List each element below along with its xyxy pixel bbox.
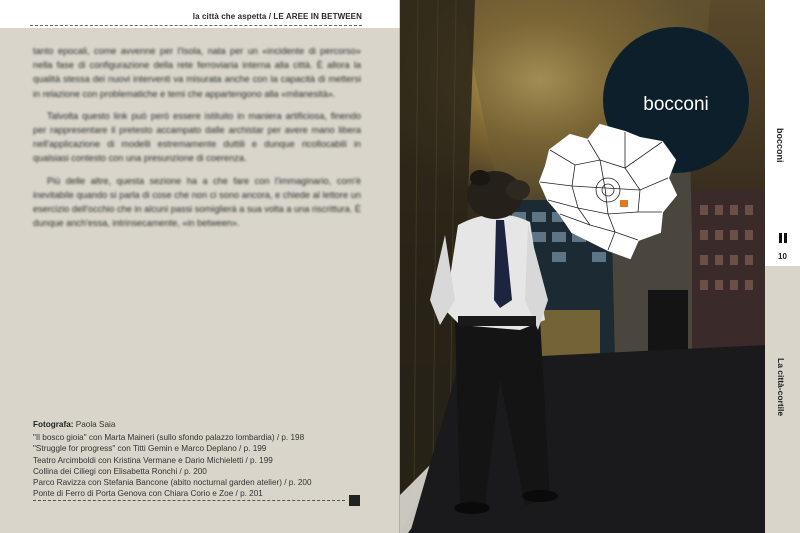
section-title: La città-cortile	[776, 358, 786, 417]
running-head-chapter: LE AREE IN BETWEEN	[273, 12, 362, 21]
body-paragraph: Talvolta questo link può però essere istituito in maniera artificiosa, finendo per rappresentare il pretesto accampato dalle archistar per avere mano libera nell'applicazione di modelli estremamente duttili e dunque ricollocabili in qualsiasi contesto con una presunzione di coerenza.	[33, 110, 361, 164]
photographer-name: Paola Saia	[75, 420, 116, 429]
body-text	[33, 44, 361, 238]
credit-item: "Struggle for progress" con Titti Gemin e Marco Deplano / p. 199	[33, 444, 267, 454]
figure-belt	[458, 316, 536, 326]
running-head	[0, 0, 400, 28]
side-tab-top	[765, 0, 800, 220]
body-paragraph: tanto epocali, come avvenne per l'Isola, nata per un «incidente di percorso» nella fase di configurazione della rete ferroviaria interna alla città. È allora la qualità stessa dei nuovi interventi va misurata anche con la capacità di mettersi in relazione con problematiche e temi che appartengono alla «milanesità».	[33, 46, 361, 99]
pause-icon	[778, 233, 788, 243]
running-head-text	[193, 12, 362, 21]
figure-mask-ear	[470, 170, 490, 186]
highlighted-district	[620, 200, 628, 207]
district-badge-label: bocconi	[643, 94, 709, 115]
photographer-line	[33, 419, 373, 430]
side-tab	[765, 0, 800, 533]
credit-item: Collina dei Ciliegi con Elisabetta Ronchi / p. 200	[33, 466, 207, 476]
credit-item: Teatro Arcimboldi con Kristina Vermane e Dario Michieletti / p. 199	[33, 455, 273, 465]
photo-illustration	[400, 0, 765, 533]
section-number: 10	[765, 248, 800, 266]
figure-mask-snout	[506, 180, 530, 200]
credit-item: "Il bosco gioia" con Marta Maineri (sullo sfondo palazzo lombardia) / p. 198	[33, 433, 305, 443]
credits-end-rule	[33, 500, 345, 501]
credit-item: Ponte di Ferro di Porta Genova con Chiara Corio e Zoe / p. 201	[33, 489, 263, 499]
credit-item: Parco Ravizza con Stefania Bancone (abito nocturnal garden atelier) / p. 200	[33, 478, 312, 488]
lit-lobby	[540, 310, 600, 358]
photo	[400, 0, 765, 533]
photographer-label: Fotografa:	[33, 420, 74, 429]
photo-credits	[33, 419, 373, 499]
end-square-icon	[349, 495, 360, 506]
body-paragraph: Più delle altre, questa sezione ha a che fare con l'immaginario, com'è inevitabile quando si parla di cose che non ci sono ancora, e chiede al lettore un esercizio dell'occhio che in alcuni passi somiglierà a sua volta a una riscrittura. È dunque anch'essa, intrinsecamente, «in between».	[33, 175, 361, 229]
running-head-separator: /	[268, 12, 272, 21]
figure-shoe	[454, 502, 490, 514]
running-head-section: la città che aspetta	[192, 12, 267, 21]
running-head-rule	[30, 25, 362, 26]
figure-shoe	[522, 490, 558, 502]
side-tab-name: bocconi	[775, 128, 785, 163]
